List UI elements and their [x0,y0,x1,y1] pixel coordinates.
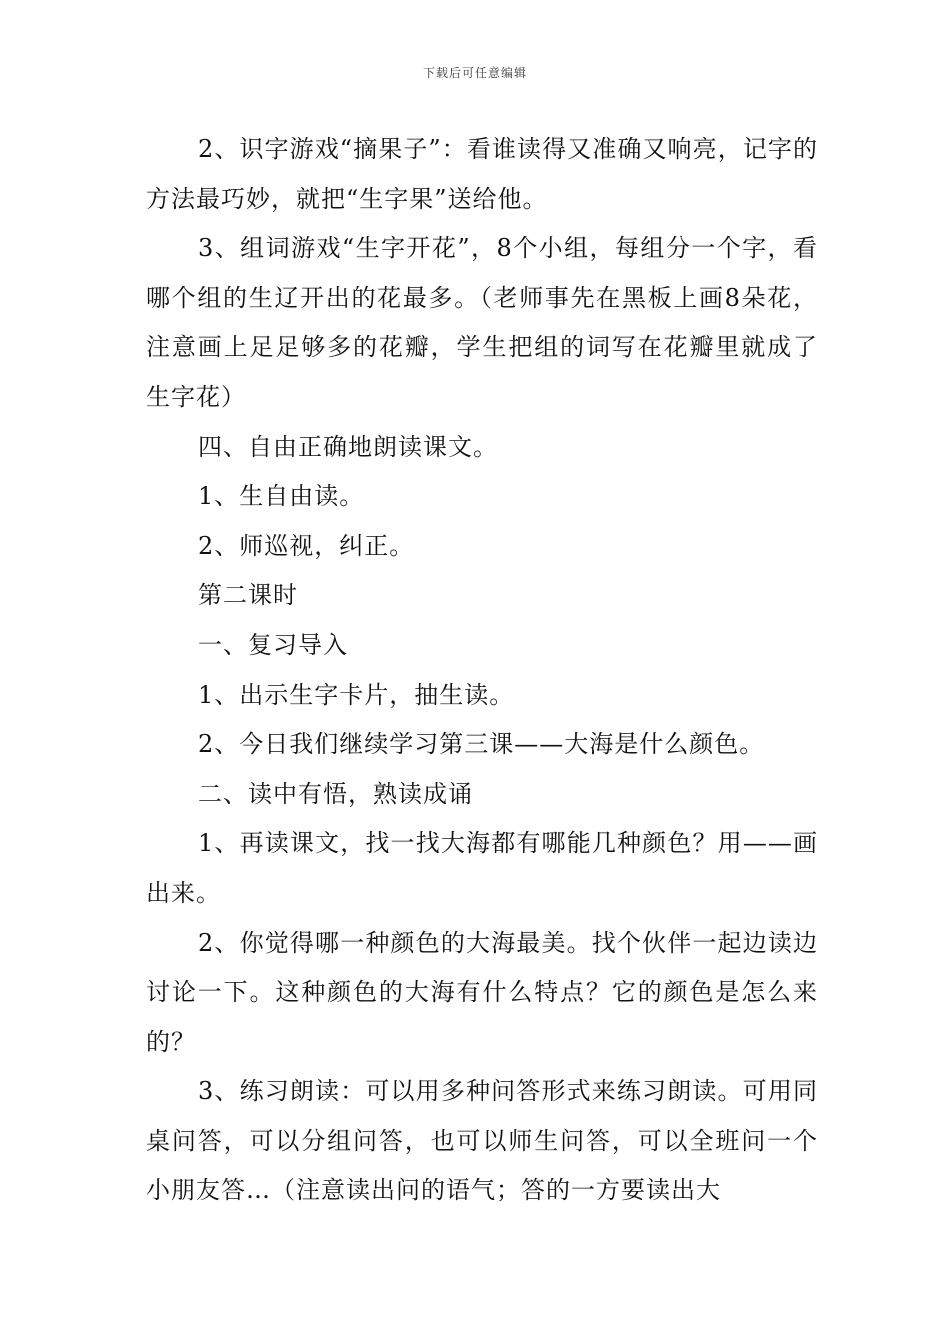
paragraph: 1、再读课文，找一找大海都有哪能几种颜色？用——画出来。 [146,829,818,907]
paragraph: 1、生自由读。 [198,482,365,511]
paragraph: 第二课时 [198,581,298,610]
paragraph: 1、出示生字卡片，抽生读。 [198,680,515,709]
paragraph: 2、师巡视，纠正。 [198,531,415,560]
document-body [146,125,818,1216]
paragraph: 二、读中有悟，熟读成诵 [198,779,473,808]
paragraph: 一、复习导入 [198,630,348,659]
paragraph: 2、你觉得哪一种颜色的大海最美。找个伙伴一起边读边讨论一下。这种颜色的大海有什么特点？它的颜色是怎么来的？ [146,928,818,1056]
paragraph: 3、练习朗读：可以用多种问答形式来练习朗读。可用同桌问答，可以分组问答，也可以师生问答，可以全班问一个小朋友答…（注意读出问的语气；答的一方要读出大 [146,1077,818,1205]
paragraph: 2、今日我们继续学习第三课——大海是什么颜色。 [198,730,765,759]
paragraph: 四、自由正确地朗读课文。 [198,432,498,461]
paragraph: 2、识字游戏“摘果子”：看谁读得又准确又响亮，记字的方法最巧妙，就把“生字果”送给他。 [146,135,818,213]
page-header: 下载后可任意编辑 [422,66,527,80]
paragraph: 3、组词游戏“生字开花”，8个小组，每组分一个字，看哪个组的生辽开出的花最多。（老师事先在黑板上画8朵花，注意画上足足够多的花瓣，学生把组的词写在花瓣里就成了生字花） [146,234,818,411]
